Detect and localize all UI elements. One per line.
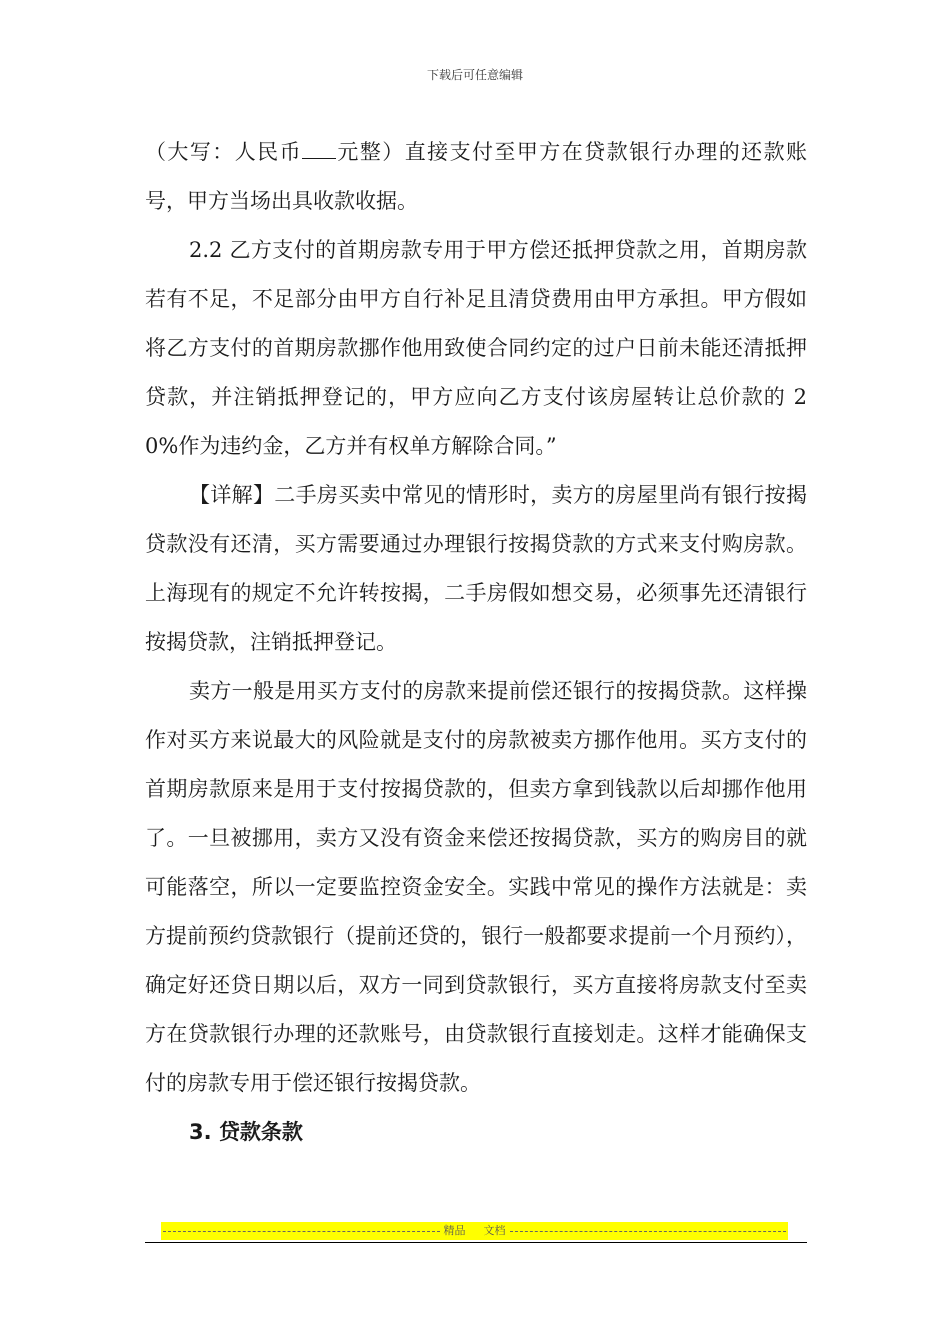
footer-watermark-band [161,1222,788,1240]
document-body [145,128,807,1157]
paragraph-clause-2-2: 2.2 乙方支付的首期房款专用于甲方偿还抵押贷款之用，首期房款若有不足，不足部分由甲方自行补足且清贷费用由甲方承担。甲方假如将乙方支付的首期房款挪作他用致使合同约定的过户日前未能还清抵押贷款，并注销抵押登记的，甲方应向乙方支付该房屋转让总价款的 20%作为违约金，乙方并有权单方解除合同。” [145,238,807,458]
paragraph-payment-amount [145,128,807,226]
paragraph-explanation: 【详解】二手房买卖中常见的情形时，卖方的房屋里尚有银行按揭贷款没有还清，买方需要通过办理银行按揭贷款的方式来支付购房款。上海现有的规定不允许转按揭，二手房假如想交易，必须事先还清银行按揭贷款，注销抵押登记。 [145,483,807,654]
section-heading: 3. 贷款条款 [189,1120,303,1144]
footer-label-right: 文档 [483,1224,506,1237]
paragraph-text: （大写：人民币 [145,140,302,164]
footer-dash-right [510,1231,787,1232]
paragraph-risk-practice: 卖方一般是用买方支付的房款来提前偿还银行的按揭贷款。这样操作对买方来说最大的风险就是支付的房款被卖方挪作他用。买方支付的首期房款原来是用于支付按揭贷款的，但卖方拿到钱款以后却挪作他用了。一旦被挪用，卖方又没有资金来偿还按揭贷款，买方的购房目的就可能落空，所以一定要监控资金安全。实践中常见的操作方法就是：卖方提前预约贷款银行（提前还贷的，银行一般都要求提前一个月预约），确定好还贷日期以后，双方一同到贷款银行，买方直接将房款支付至卖方在贷款银行办理的还款账号，由贷款银行直接划走。这样才能确保支付的房款专用于偿还银行按揭贷款。 [145,679,807,1095]
page-header: 下载后可任意编辑 [426,68,523,82]
footer-label-left: 精品 [443,1224,466,1237]
paragraph-text: 元整）直接支付至甲方在贷款银行办理的还款账号，甲方当场出具收款收据。 [145,140,807,213]
amount-blank [302,158,336,159]
footer-divider [145,1242,807,1243]
footer-dash-left [163,1231,440,1232]
